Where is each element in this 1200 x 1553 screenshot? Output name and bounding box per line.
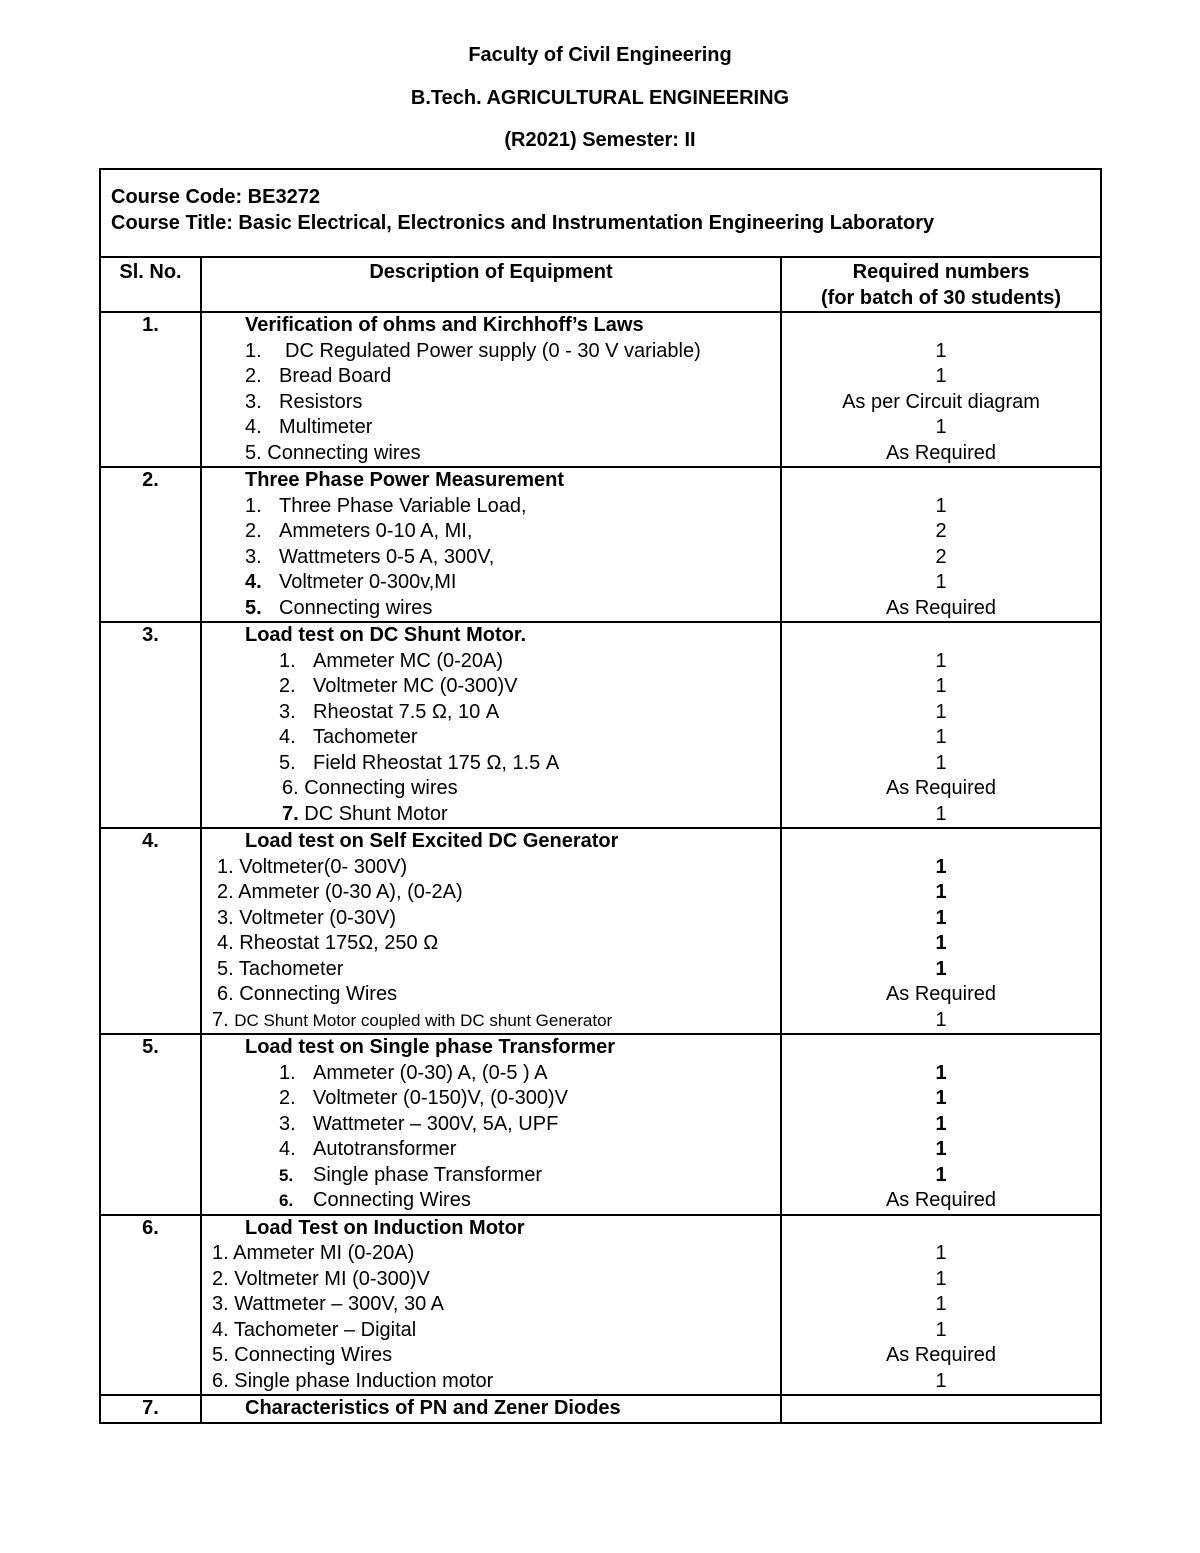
item-number: 1. bbox=[245, 494, 262, 517]
required-qty: 1 bbox=[935, 957, 947, 980]
item-text: Multimeter bbox=[279, 416, 373, 438]
sl-number: 6. bbox=[100, 1215, 201, 1396]
required-qty: 1 bbox=[935, 1163, 947, 1186]
item-text: Ammeter (0-30) A, (0-5 ) A bbox=[313, 1061, 548, 1084]
item-text: Ammeter MI (0-20A) bbox=[233, 1242, 415, 1264]
item-number: 4. bbox=[279, 1138, 296, 1160]
list-item bbox=[202, 339, 780, 365]
required-qty: 1 bbox=[935, 649, 947, 672]
list-item bbox=[202, 674, 780, 700]
experiment-title: Load test on DC Shunt Motor. bbox=[245, 624, 527, 646]
column-header-req-line2: (for batch of 30 students) bbox=[821, 287, 1062, 309]
required-qty: 1 bbox=[935, 1008, 947, 1031]
list-item bbox=[202, 494, 780, 520]
item-number: 3. bbox=[212, 1293, 229, 1315]
table-row bbox=[100, 1395, 1101, 1423]
required-cell bbox=[781, 1215, 1101, 1396]
item-text: Voltmeter MI (0-300)V bbox=[234, 1267, 430, 1290]
required-qty: 1 bbox=[935, 1087, 947, 1109]
item-number: 1. bbox=[279, 1061, 296, 1084]
required-qty: As Required bbox=[885, 983, 997, 1005]
list-item bbox=[202, 1008, 780, 1034]
list-item bbox=[202, 1318, 780, 1344]
required-qty: 1 bbox=[935, 1369, 947, 1392]
item-number: 2. bbox=[245, 365, 262, 387]
item-text: Voltmeter MC (0-300)V bbox=[313, 675, 518, 697]
experiment-title: Load test on Self Excited DC Generator bbox=[245, 830, 619, 852]
table-row bbox=[100, 312, 1101, 467]
experiment-title: Load Test on Induction Motor bbox=[245, 1216, 525, 1239]
faculty-heading: Faculty of Civil Engineering bbox=[468, 44, 732, 66]
required-qty: As Required bbox=[885, 1344, 997, 1366]
item-number: 6. bbox=[282, 777, 299, 799]
item-text: Rheostat 7.5 Ω, 10 A bbox=[313, 700, 500, 723]
list-item bbox=[202, 1061, 780, 1087]
item-text: Rheostat 175Ω, 250 Ω bbox=[239, 932, 439, 954]
item-text: Autotransformer bbox=[313, 1138, 457, 1160]
item-number: 1. bbox=[245, 339, 262, 362]
item-number: 3. bbox=[279, 700, 296, 723]
item-text: Connecting wires bbox=[267, 441, 421, 464]
required-qty: 1 bbox=[935, 1138, 947, 1160]
item-number: 5. bbox=[245, 441, 262, 464]
list-item bbox=[202, 596, 780, 622]
course-info-row bbox=[100, 169, 1101, 257]
required-qty: 1 bbox=[935, 1293, 947, 1315]
item-number: 4. bbox=[279, 726, 296, 748]
list-item bbox=[202, 1241, 780, 1267]
list-item bbox=[202, 802, 780, 828]
item-text: Three Phase Variable Load, bbox=[279, 494, 527, 517]
required-cell bbox=[781, 467, 1101, 622]
list-item bbox=[202, 1369, 780, 1395]
required-qty: As per Circuit diagram bbox=[842, 390, 1040, 413]
list-item bbox=[202, 441, 780, 467]
required-qty: 1 bbox=[935, 1112, 947, 1135]
column-header-desc: Description of Equipment bbox=[201, 257, 781, 312]
item-text: Wattmeter – 300V, 30 A bbox=[234, 1293, 445, 1315]
item-number: 3. bbox=[245, 390, 262, 413]
item-text: Single phase Induction motor bbox=[234, 1369, 494, 1392]
required-qty: 1 bbox=[935, 802, 947, 825]
table-row bbox=[100, 467, 1101, 622]
required-qty: 1 bbox=[935, 365, 947, 387]
item-text: Ammeters 0-10 A, MI, bbox=[279, 520, 473, 542]
item-number: 2. bbox=[212, 1267, 229, 1290]
item-text: Resistors bbox=[279, 390, 363, 413]
item-number: 2. bbox=[245, 520, 262, 542]
item-number: 4. bbox=[212, 1318, 229, 1341]
required-cell bbox=[781, 312, 1101, 467]
sl-number: 7. bbox=[100, 1395, 201, 1423]
sl-number: 1. bbox=[100, 312, 201, 467]
list-item bbox=[202, 1292, 780, 1318]
item-text: Single phase Transformer bbox=[313, 1163, 543, 1186]
sl-number: 5. bbox=[100, 1034, 201, 1215]
required-cell bbox=[781, 828, 1101, 1034]
item-text: DC Shunt Motor bbox=[304, 802, 448, 825]
required-qty: 1 bbox=[935, 571, 947, 593]
item-number: 4. bbox=[245, 571, 262, 593]
description-cell bbox=[201, 1034, 781, 1215]
item-text: Tachometer bbox=[238, 957, 344, 980]
item-text: Connecting Wires bbox=[234, 1344, 393, 1366]
required-qty: 1 bbox=[935, 855, 947, 878]
item-text: Wattmeter – 300V, 5A, UPF bbox=[313, 1112, 559, 1135]
table-row bbox=[100, 622, 1101, 828]
required-qty: 1 bbox=[935, 675, 947, 697]
item-text: Tachometer – Digital bbox=[233, 1318, 417, 1341]
table-row bbox=[100, 828, 1101, 1034]
required-cell bbox=[781, 622, 1101, 828]
required-qty: 1 bbox=[935, 1267, 947, 1290]
item-text: Connecting Wires bbox=[313, 1189, 471, 1211]
list-item bbox=[202, 751, 780, 777]
list-item bbox=[202, 390, 780, 416]
list-item bbox=[202, 957, 780, 983]
programme-heading: B.Tech. AGRICULTURAL ENGINEERING bbox=[410, 87, 790, 109]
item-number: 4. bbox=[217, 932, 234, 954]
required-qty: As Required bbox=[885, 596, 997, 619]
item-number: 6. bbox=[217, 983, 234, 1005]
item-text: Connecting wires bbox=[279, 596, 433, 619]
list-item bbox=[202, 880, 780, 906]
course-info-cell bbox=[100, 169, 1101, 257]
list-item bbox=[202, 906, 780, 932]
item-text: Voltmeter (0-150)V, (0-300)V bbox=[313, 1087, 568, 1109]
required-qty: 2 bbox=[935, 520, 947, 542]
required-qty: 1 bbox=[935, 339, 947, 362]
item-text: Connecting Wires bbox=[239, 983, 398, 1005]
column-header-row bbox=[100, 257, 1101, 312]
required-qty: 1 bbox=[935, 726, 947, 748]
item-text: Voltmeter 0-300v,MI bbox=[279, 571, 457, 593]
experiment-title: Verification of ohms and Kirchhoff’s Laws bbox=[245, 314, 644, 336]
equipment-table bbox=[99, 168, 1102, 1424]
item-text: Tachometer bbox=[313, 726, 418, 748]
item-number: 6. bbox=[212, 1369, 229, 1392]
item-text: Field Rheostat 175 Ω, 1.5 A bbox=[313, 751, 560, 774]
required-qty: 2 bbox=[935, 545, 947, 568]
item-number: 3. bbox=[217, 906, 234, 929]
list-item bbox=[202, 931, 780, 957]
description-cell bbox=[201, 622, 781, 828]
list-item bbox=[202, 519, 780, 545]
required-qty: As Required bbox=[885, 777, 997, 799]
list-item bbox=[202, 1086, 780, 1112]
regulation-heading: (R2021) Semester: II bbox=[504, 129, 696, 151]
sl-number: 3. bbox=[100, 622, 201, 828]
required-qty: As Required bbox=[885, 441, 997, 464]
item-text: Ammeter (0-30 A), (0-2A) bbox=[238, 881, 463, 903]
description-cell bbox=[201, 1215, 781, 1396]
item-number: 5. bbox=[245, 596, 262, 619]
list-item bbox=[202, 1137, 780, 1163]
list-item bbox=[202, 1163, 780, 1189]
sl-number: 4. bbox=[100, 828, 201, 1034]
item-number: 5. bbox=[212, 1344, 229, 1366]
required-cell bbox=[781, 1395, 1101, 1423]
description-cell bbox=[201, 828, 781, 1034]
list-item bbox=[202, 1188, 780, 1214]
required-qty: 1 bbox=[935, 906, 947, 929]
list-item bbox=[202, 1343, 780, 1369]
item-number: 2. bbox=[217, 881, 234, 903]
column-header-sl: Sl. No. bbox=[100, 257, 201, 312]
required-qty: As Required bbox=[885, 1189, 997, 1211]
required-qty: 1 bbox=[935, 1242, 947, 1264]
item-number: 7. bbox=[282, 802, 299, 825]
required-qty: 1 bbox=[935, 881, 947, 903]
item-text: Wattmeters 0-5 A, 300V, bbox=[279, 545, 495, 568]
item-number: 3. bbox=[279, 1112, 296, 1135]
item-text: DC Shunt Motor coupled with DC shunt Generator bbox=[234, 1010, 613, 1030]
list-item bbox=[202, 1267, 780, 1293]
list-item bbox=[202, 1112, 780, 1138]
item-number: 6. bbox=[279, 1191, 294, 1210]
list-item bbox=[202, 776, 780, 802]
required-cell bbox=[781, 1034, 1101, 1215]
item-number: 1. bbox=[212, 1242, 229, 1264]
list-item bbox=[202, 364, 780, 390]
item-number: 1. bbox=[217, 855, 234, 878]
required-qty: 1 bbox=[935, 1318, 947, 1341]
item-number: 3. bbox=[245, 545, 262, 568]
sl-number: 2. bbox=[100, 467, 201, 622]
description-cell bbox=[201, 467, 781, 622]
item-number: 2. bbox=[279, 675, 296, 697]
item-number: 7. bbox=[212, 1008, 229, 1031]
item-number: 4. bbox=[245, 416, 262, 438]
item-number: 1. bbox=[279, 649, 296, 672]
item-number: 5. bbox=[217, 957, 234, 980]
item-text: DC Regulated Power supply (0 - 30 V variable) bbox=[285, 339, 701, 362]
experiment-title: Characteristics of PN and Zener Diodes bbox=[245, 1397, 621, 1419]
course-title: Course Title: Basic Electrical, Electronics and Instrumentation Engineering Laboratory bbox=[111, 212, 935, 234]
item-number: 5. bbox=[279, 1165, 294, 1185]
description-cell bbox=[201, 1395, 781, 1423]
item-text: Connecting wires bbox=[304, 777, 458, 799]
experiment-title: Three Phase Power Measurement bbox=[245, 469, 565, 491]
required-qty: 1 bbox=[935, 932, 947, 954]
list-item bbox=[202, 570, 780, 596]
column-header-req-line1: Required numbers bbox=[852, 261, 1030, 283]
list-item bbox=[202, 855, 780, 881]
table-row bbox=[100, 1034, 1101, 1215]
required-qty: 1 bbox=[935, 1061, 947, 1084]
description-cell bbox=[201, 312, 781, 467]
item-number: 5. bbox=[279, 751, 296, 774]
column-header-req bbox=[781, 257, 1101, 312]
item-text: Voltmeter(0- 300V) bbox=[239, 855, 408, 878]
required-qty: 1 bbox=[935, 700, 947, 723]
item-text: Bread Board bbox=[279, 365, 392, 387]
course-code: Course Code: BE3272 bbox=[111, 186, 320, 208]
required-qty: 1 bbox=[935, 494, 947, 517]
item-text: Voltmeter (0-30V) bbox=[239, 906, 396, 929]
list-item bbox=[202, 545, 780, 571]
list-item bbox=[202, 725, 780, 751]
list-item bbox=[202, 700, 780, 726]
required-qty: 1 bbox=[935, 751, 947, 774]
experiment-title: Load test on Single phase Transformer bbox=[245, 1036, 616, 1058]
list-item bbox=[202, 415, 780, 441]
item-number: 2. bbox=[279, 1087, 296, 1109]
required-qty: 1 bbox=[935, 416, 947, 438]
table-row bbox=[100, 1215, 1101, 1396]
list-item bbox=[202, 982, 780, 1008]
item-text: Ammeter MC (0-20A) bbox=[313, 649, 504, 672]
list-item bbox=[202, 649, 780, 675]
